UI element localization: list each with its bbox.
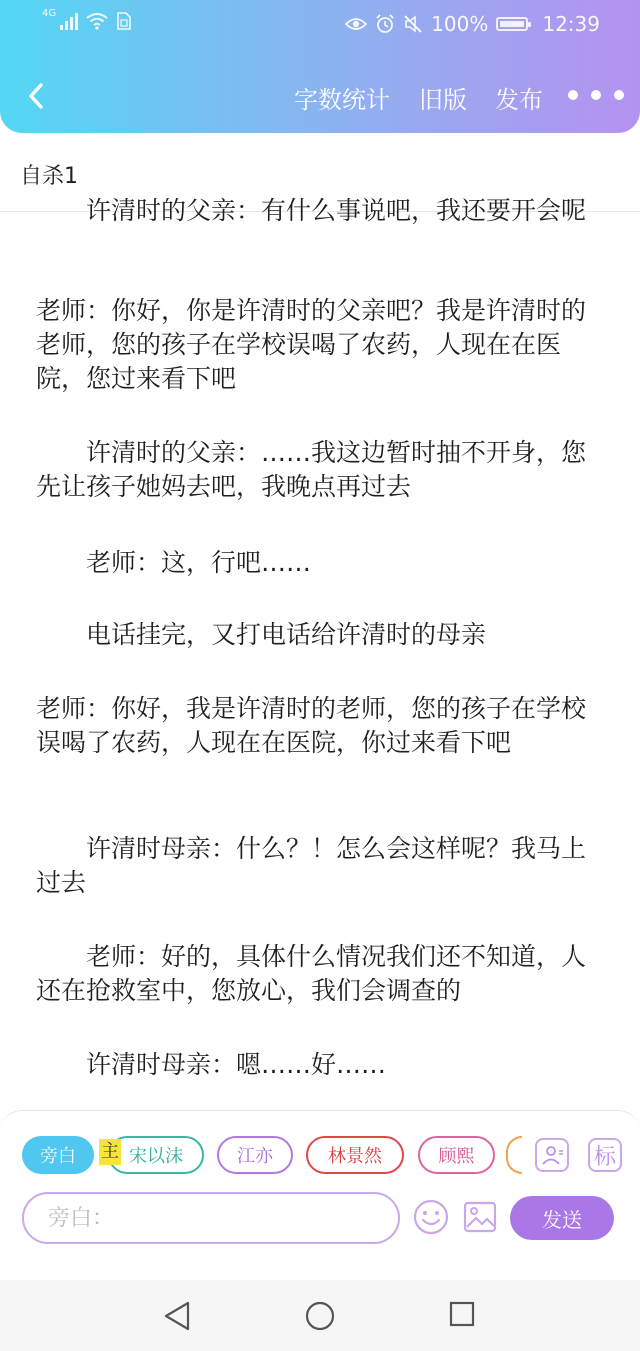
- alarm-icon: [375, 14, 395, 34]
- person-card-icon: [540, 1143, 564, 1167]
- character-chip-1[interactable]: 宋以沫: [108, 1136, 204, 1174]
- triangle-back-icon[interactable]: [162, 1300, 192, 1332]
- image-icon[interactable]: [463, 1200, 497, 1234]
- square-recents-icon[interactable]: [448, 1300, 476, 1328]
- more-dots-icon: [568, 90, 578, 100]
- app-header: [0, 0, 640, 133]
- more-dot: [591, 90, 601, 100]
- eye-icon: [345, 16, 367, 32]
- narration-chip[interactable]: 旁白: [22, 1136, 94, 1174]
- paragraph: 老师：好的，具体什么情况我们还不知道，人还在抢救室中，您放心，我们会调查的: [36, 942, 587, 1005]
- status-bar: [0, 0, 640, 50]
- paragraph: 许清时的父亲：有什么事说吧，我还要开会呢: [36, 196, 587, 225]
- signal-icon: [60, 12, 78, 30]
- mark-button[interactable]: 标: [588, 1138, 622, 1172]
- role-manage-button[interactable]: [535, 1138, 569, 1172]
- paragraph: 电话挂完，又打电话给许清时的母亲: [36, 620, 487, 649]
- paragraph: 许清时母亲：什么？！怎么会这样呢？我马上过去: [36, 834, 587, 897]
- send-button[interactable]: 发送: [510, 1196, 614, 1240]
- back-button[interactable]: [18, 78, 54, 114]
- paragraph: 老师：这，行吧……: [36, 548, 312, 577]
- chevron-left-icon: [27, 82, 45, 110]
- wifi-icon: [86, 12, 108, 30]
- status-right: [345, 12, 600, 36]
- more-options-button[interactable]: [568, 80, 624, 110]
- network-type: 4G: [42, 7, 57, 19]
- paragraph: 许清时母亲：嗯……好……: [36, 1050, 387, 1079]
- message-input[interactable]: [22, 1192, 400, 1244]
- character-chip-4[interactable]: 顾熙: [418, 1136, 495, 1174]
- old-version-button[interactable]: 旧版: [419, 86, 467, 114]
- battery-icon: [496, 17, 528, 31]
- sim-icon: [116, 12, 132, 30]
- paragraph: 老师：你好，我是许清时的老师，您的孩子在学校误喝了农药，人现在在医院，你过来看下吧: [36, 694, 587, 757]
- status-left: [42, 7, 132, 30]
- paragraph: 老师：你好，你是许清时的父亲吧？我是许清时的老师，您的孩子在学校误喝了农药，人现在在医院，您过来看下吧: [36, 296, 587, 393]
- system-nav-bar: [0, 1280, 640, 1351]
- character-chip-2[interactable]: 江亦: [217, 1136, 293, 1174]
- more-dot: [614, 90, 624, 100]
- character-chip-3[interactable]: 林景然: [306, 1136, 404, 1174]
- word-count-button[interactable]: 字数统计: [294, 86, 390, 114]
- document-title[interactable]: 自杀1: [20, 164, 78, 189]
- circle-home-icon[interactable]: [304, 1300, 336, 1332]
- clock-time: 12:39: [542, 12, 600, 36]
- mute-icon: [403, 14, 423, 34]
- battery-percent: 100%: [431, 12, 489, 36]
- main-character-tag: 主: [99, 1139, 121, 1165]
- paragraph: 许清时的父亲：……我这边暂时抽不开身，您先让孩子她妈去吧，我晚点再过去: [36, 438, 587, 501]
- smiley-icon[interactable]: [412, 1198, 450, 1236]
- nav-row: [0, 70, 640, 122]
- publish-button[interactable]: 发布: [495, 86, 543, 114]
- document-content[interactable]: [0, 196, 640, 1110]
